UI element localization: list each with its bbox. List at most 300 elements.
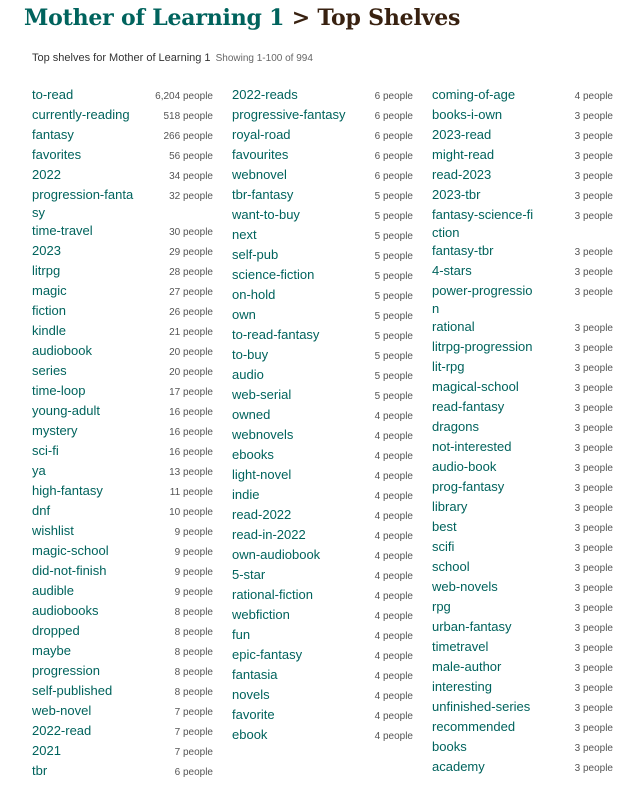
shelf-people-count: 3 people: [574, 403, 613, 414]
shelf-people-count: 5 people: [374, 251, 413, 262]
shelf-people-count: 3 people: [574, 111, 613, 122]
shelf-row: [32, 166, 213, 186]
shelf-link[interactable]: high-fantasy: [32, 483, 103, 498]
shelf-row: [32, 242, 213, 262]
shelf-people-count: 9 people: [174, 587, 213, 598]
shelf-people-count: 9 people: [174, 527, 213, 538]
shelf-people-count: 4 people: [374, 691, 413, 702]
shelf-link[interactable]: books-i-own: [432, 107, 503, 122]
shelf-link[interactable]: not-interested: [432, 439, 512, 454]
shelf-row: [432, 398, 613, 418]
shelf-people-count: 3 people: [574, 151, 613, 162]
shelf-row: [232, 446, 413, 466]
shelf-link[interactable]: 2022-read: [32, 723, 92, 738]
shelf-people-count: 16 people: [169, 407, 213, 418]
shelf-row: [232, 326, 413, 346]
shelf-people-count: 5 people: [374, 391, 413, 402]
shelf-row: [232, 466, 413, 486]
shelf-people-count: 5 people: [374, 351, 413, 362]
shelf-people-count: 6 people: [174, 767, 213, 778]
shelf-row: [32, 322, 213, 342]
shelf-row: [432, 518, 613, 538]
shelf-link[interactable]: to-buy: [232, 347, 269, 362]
shelf-row: [232, 506, 413, 526]
shelf-link[interactable]: best: [432, 519, 457, 534]
shelf-link[interactable]: 2023-tbr: [432, 187, 481, 202]
shelf-people-count: 34 people: [169, 171, 213, 182]
shelf-people-count: 9 people: [174, 547, 213, 558]
shelf-row: [232, 406, 413, 426]
shelf-people-count: 6 people: [374, 131, 413, 142]
shelf-people-count: 266 people: [163, 131, 213, 142]
shelf-row: [32, 402, 213, 422]
shelf-people-count: 28 people: [169, 267, 213, 278]
shelf-people-count: 8 people: [174, 647, 213, 658]
shelf-row: [32, 382, 213, 402]
shelf-people-count: 3 people: [574, 723, 613, 734]
shelf-link[interactable]: magic: [32, 283, 67, 298]
shelf-row: [432, 478, 613, 498]
shelf-row: [32, 462, 213, 482]
shelf-link[interactable]: coming-of-age: [432, 87, 516, 102]
shelf-people-count: 3 people: [574, 483, 613, 494]
shelf-link[interactable]: webfiction: [232, 607, 290, 622]
shelf-link[interactable]: dnf: [32, 503, 51, 518]
shelf-people-count: 8 people: [174, 667, 213, 678]
shelf-link[interactable]: fantasy: [32, 127, 74, 142]
shelf-link[interactable]: own: [232, 307, 256, 322]
shelf-people-count: 4 people: [374, 631, 413, 642]
shelf-link[interactable]: self-published: [32, 683, 113, 698]
showing-count: Showing 1-100 of 994: [215, 53, 313, 64]
shelf-row: [432, 418, 613, 438]
shelf-row: [232, 106, 413, 126]
shelf-link[interactable]: library: [432, 499, 468, 514]
shelf-people-count: 4 people: [374, 551, 413, 562]
shelf-link[interactable]: webnovels: [232, 427, 294, 442]
shelf-link[interactable]: ebook: [232, 727, 268, 742]
shelf-link[interactable]: progression: [32, 663, 100, 678]
shelf-row: [432, 126, 613, 146]
shelf-row: [232, 266, 413, 286]
shelf-people-count: 10 people: [169, 507, 213, 518]
shelf-people-count: 3 people: [574, 267, 613, 278]
shelf-row: [432, 538, 613, 558]
shelf-link[interactable]: own-audiobook: [232, 547, 321, 562]
shelf-link[interactable]: time-travel: [32, 223, 93, 238]
shelf-row: [32, 762, 213, 782]
shelf-link[interactable]: audiobooks: [32, 603, 99, 618]
shelf-row: [432, 438, 613, 458]
shelf-row: [32, 602, 213, 622]
shelf-row: [432, 738, 613, 758]
shelf-row: [32, 222, 213, 242]
shelf-row: [232, 626, 413, 646]
shelf-people-count: 3 people: [574, 643, 613, 654]
shelf-link[interactable]: fantasy-tbr: [432, 243, 494, 258]
shelf-column-2: [232, 86, 413, 746]
shelf-row: [432, 378, 613, 398]
shelf-row: [232, 86, 413, 106]
shelf-link[interactable]: scifi: [432, 539, 455, 554]
shelf-row: [232, 526, 413, 546]
shelf-people-count: 11 people: [169, 487, 213, 498]
shelf-people-count: 4 people: [374, 671, 413, 682]
shelf-link[interactable]: kindle: [32, 323, 66, 338]
shelf-link[interactable]: wishlist: [32, 523, 74, 538]
shelf-people-count: 20 people: [169, 367, 213, 378]
book-title-link[interactable]: Mother of Learning 1: [24, 5, 285, 31]
shelf-people-count: 3 people: [574, 583, 613, 594]
shelf-link[interactable]: maybe: [32, 643, 72, 658]
shelf-link[interactable]: rpg: [432, 599, 451, 614]
shelf-people-count: 8 people: [174, 627, 213, 638]
shelf-people-count: 4 people: [374, 651, 413, 662]
shelf-link[interactable]: recommended: [432, 719, 516, 734]
shelf-row: [32, 146, 213, 166]
shelf-link[interactable]: next: [232, 227, 257, 242]
shelf-people-count: 3 people: [574, 323, 613, 334]
shelf-link[interactable]: progressive-fantasy: [232, 107, 346, 122]
shelf-people-count: 4 people: [374, 611, 413, 622]
shelf-link[interactable]: prog-fantasy: [432, 479, 505, 494]
shelf-row: [32, 262, 213, 282]
shelf-link[interactable]: 2023-read: [432, 127, 492, 142]
shelf-link[interactable]: dragons: [432, 419, 479, 434]
shelf-people-count: 7 people: [174, 747, 213, 758]
shelf-people-count: 3 people: [574, 191, 613, 202]
shelf-link[interactable]: time-loop: [32, 383, 86, 398]
shelf-people-count: 3 people: [574, 623, 613, 634]
shelf-link[interactable]: 5-star: [232, 567, 266, 582]
shelf-link[interactable]: audio: [232, 367, 264, 382]
shelf-people-count: 4 people: [374, 571, 413, 582]
shelf-link[interactable]: rational-fiction: [232, 587, 313, 602]
shelf-people-count: 4 people: [374, 431, 413, 442]
shelf-link[interactable]: might-read: [432, 147, 495, 162]
shelf-row: [32, 442, 213, 462]
shelf-people-count: 5 people: [374, 271, 413, 282]
shelf-link[interactable]: currently-reading: [32, 107, 130, 122]
shelf-link[interactable]: timetravel: [432, 639, 489, 654]
shelf-people-count: 4 people: [374, 471, 413, 482]
shelf-link[interactable]: academy: [432, 759, 485, 774]
shelf-row: [32, 522, 213, 542]
shelf-row: [32, 502, 213, 522]
shelf-people-count: 16 people: [169, 427, 213, 438]
shelf-link[interactable]: light-novel: [232, 467, 292, 482]
shelf-link[interactable]: interesting: [432, 679, 492, 694]
shelf-people-count: 3 people: [574, 131, 613, 142]
shelf-people-count: 3 people: [574, 343, 613, 354]
shelf-row: [32, 582, 213, 602]
shelf-row: [32, 702, 213, 722]
shelf-people-count: 5 people: [374, 231, 413, 242]
shelf-row: [232, 586, 413, 606]
shelf-people-count: 9 people: [174, 567, 213, 578]
shelf-row: [232, 226, 413, 246]
shelf-row: [432, 358, 613, 378]
shelf-link[interactable]: progression-fantasy: [32, 187, 134, 220]
shelf-row: [432, 758, 613, 778]
shelf-people-count: 3 people: [574, 363, 613, 374]
shelf-link[interactable]: magical-school: [432, 379, 519, 394]
shelf-column-1: [32, 86, 213, 782]
shelf-row: [32, 342, 213, 362]
shelf-link[interactable]: self-pub: [232, 247, 279, 262]
shelf-link[interactable]: web-serial: [232, 387, 292, 402]
shelf-link[interactable]: tbr: [32, 763, 48, 778]
shelf-row: [232, 126, 413, 146]
shelf-row: [232, 146, 413, 166]
shelf-row: [432, 558, 613, 578]
shelf-link[interactable]: favourites: [232, 147, 289, 162]
shelf-link[interactable]: 2023: [32, 243, 61, 258]
shelf-people-count: 4 people: [374, 531, 413, 542]
shelf-link[interactable]: young-adult: [32, 403, 100, 418]
shelf-row: [232, 386, 413, 406]
shelf-link[interactable]: read-fantasy: [432, 399, 505, 414]
shelf-people-count: 4 people: [374, 731, 413, 742]
shelf-people-count: 6 people: [374, 91, 413, 102]
shelf-link[interactable]: mystery: [32, 423, 78, 438]
shelf-link[interactable]: audiobook: [32, 343, 92, 358]
shelf-row: [32, 186, 213, 222]
shelf-people-count: 4 people: [374, 451, 413, 462]
shelf-row: [232, 286, 413, 306]
shelf-people-count: 4 people: [374, 511, 413, 522]
shelf-people-count: 4 people: [374, 591, 413, 602]
shelf-link[interactable]: royal-road: [232, 127, 291, 142]
shelf-link[interactable]: novels: [232, 687, 270, 702]
shelf-link[interactable]: indie: [232, 487, 260, 502]
shelf-link[interactable]: owned: [232, 407, 271, 422]
shelf-link[interactable]: male-author: [432, 659, 502, 674]
shelf-row: [432, 338, 613, 358]
shelf-people-count: 6 people: [374, 111, 413, 122]
shelf-row: [32, 742, 213, 762]
shelf-people-count: 3 people: [574, 563, 613, 574]
shelf-people-count: 3 people: [574, 383, 613, 394]
shelf-people-count: 3 people: [574, 543, 613, 554]
shelf-row: [232, 666, 413, 686]
shelf-link[interactable]: audible: [32, 583, 74, 598]
shelf-row: [432, 242, 613, 262]
shelf-row: [232, 726, 413, 746]
page-title: [24, 5, 460, 31]
shelf-people-count: 3 people: [574, 743, 613, 754]
shelves-subheading: [32, 52, 313, 64]
shelf-link[interactable]: favorite: [232, 707, 275, 722]
shelf-people-count: 27 people: [169, 287, 213, 298]
shelf-people-count: 5 people: [374, 291, 413, 302]
shelf-people-count: 3 people: [574, 423, 613, 434]
shelf-row: [432, 282, 613, 318]
section-title: Top Shelves: [317, 5, 461, 31]
shelf-row: [232, 186, 413, 206]
shelf-row: [232, 566, 413, 586]
shelf-link[interactable]: fantasy-science-fiction: [432, 207, 534, 240]
shelf-row: [32, 662, 213, 682]
shelf-link[interactable]: litrpg-progression: [432, 339, 533, 354]
shelf-row: [232, 606, 413, 626]
shelf-people-count: 26 people: [169, 307, 213, 318]
shelf-link[interactable]: sci-fi: [32, 443, 59, 458]
shelf-people-count: 4 people: [374, 491, 413, 502]
shelf-link[interactable]: power-progression: [432, 283, 533, 316]
shelf-link[interactable]: audio-book: [432, 459, 497, 474]
shelf-people-count: 6 people: [374, 171, 413, 182]
shelf-row: [32, 542, 213, 562]
shelf-link[interactable]: 2022-reads: [232, 87, 298, 102]
shelf-people-count: 32 people: [169, 191, 213, 202]
shelf-people-count: 5 people: [374, 331, 413, 342]
shelf-link[interactable]: school: [432, 559, 470, 574]
shelf-link[interactable]: dropped: [32, 623, 80, 638]
shelf-people-count: 3 people: [574, 703, 613, 714]
shelf-row: [232, 646, 413, 666]
shelf-people-count: 3 people: [574, 211, 613, 222]
shelf-row: [32, 622, 213, 642]
shelf-people-count: 8 people: [174, 687, 213, 698]
shelf-link[interactable]: read-2022: [232, 507, 292, 522]
shelf-people-count: 13 people: [169, 467, 213, 478]
shelf-link[interactable]: web-novel: [32, 703, 92, 718]
shelf-people-count: 7 people: [174, 727, 213, 738]
shelf-link[interactable]: epic-fantasy: [232, 647, 303, 662]
shelf-people-count: 16 people: [169, 447, 213, 458]
shelf-people-count: 6,204 people: [155, 91, 213, 102]
shelf-people-count: 20 people: [169, 347, 213, 358]
shelf-link[interactable]: magic-school: [32, 543, 109, 558]
shelf-people-count: 5 people: [374, 371, 413, 382]
shelf-row: [432, 698, 613, 718]
shelf-row: [232, 306, 413, 326]
shelf-row: [232, 686, 413, 706]
shelf-people-count: 21 people: [169, 327, 213, 338]
shelf-link[interactable]: fantasia: [232, 667, 278, 682]
shelf-row: [432, 578, 613, 598]
shelf-row: [232, 166, 413, 186]
shelf-people-count: 6 people: [374, 151, 413, 162]
shelf-row: [432, 206, 613, 242]
shelf-people-count: 17 people: [169, 387, 213, 398]
shelf-people-count: 518 people: [163, 111, 213, 122]
shelf-row: [32, 722, 213, 742]
shelf-link[interactable]: to-read-fantasy: [232, 327, 320, 342]
shelf-link[interactable]: series: [32, 363, 67, 378]
shelf-row: [432, 262, 613, 282]
shelf-row: [232, 546, 413, 566]
shelf-row: [432, 166, 613, 186]
shelf-people-count: 4 people: [374, 411, 413, 422]
shelf-row: [432, 146, 613, 166]
shelf-link[interactable]: 2022: [32, 167, 61, 182]
shelf-row: [32, 362, 213, 382]
shelf-link[interactable]: to-read: [32, 87, 74, 102]
shelf-people-count: 29 people: [169, 247, 213, 258]
shelf-link[interactable]: unfinished-series: [432, 699, 531, 714]
shelf-row: [232, 346, 413, 366]
shelf-link[interactable]: web-novels: [432, 579, 498, 594]
shelf-people-count: 4 people: [374, 711, 413, 722]
shelf-people-count: 7 people: [174, 707, 213, 718]
shelf-link[interactable]: litrpg: [32, 263, 61, 278]
shelf-link[interactable]: ebooks: [232, 447, 274, 462]
shelf-row: [432, 186, 613, 206]
shelf-link[interactable]: favorites: [32, 147, 82, 162]
shelf-row: [32, 682, 213, 702]
shelf-link[interactable]: ya: [32, 463, 46, 478]
shelf-row: [432, 498, 613, 518]
subheading-label: Top shelves for Mother of Learning 1: [32, 52, 211, 64]
shelf-row: [232, 426, 413, 446]
shelf-people-count: 5 people: [374, 311, 413, 322]
shelf-row: [432, 678, 613, 698]
shelf-link[interactable]: rational: [432, 319, 475, 334]
shelf-people-count: 3 people: [574, 503, 613, 514]
shelf-row: [432, 638, 613, 658]
shelf-row: [432, 618, 613, 638]
shelf-people-count: 3 people: [574, 247, 613, 258]
shelf-row: [432, 658, 613, 678]
shelf-row: [432, 86, 613, 106]
shelf-people-count: 8 people: [174, 607, 213, 618]
shelf-column-3: [432, 86, 613, 778]
shelf-people-count: 3 people: [574, 463, 613, 474]
shelf-link[interactable]: on-hold: [232, 287, 276, 302]
shelf-row: [32, 482, 213, 502]
shelf-people-count: 4 people: [574, 91, 613, 102]
shelf-link[interactable]: 2021: [32, 743, 61, 758]
shelf-link[interactable]: urban-fantasy: [432, 619, 512, 634]
shelf-link[interactable]: tbr-fantasy: [232, 187, 294, 202]
shelf-link[interactable]: 4-stars: [432, 263, 472, 278]
shelf-row: [232, 486, 413, 506]
shelf-people-count: 5 people: [374, 211, 413, 222]
shelf-link[interactable]: read-2023: [432, 167, 492, 182]
shelf-people-count: 3 people: [574, 523, 613, 534]
shelf-row: [32, 642, 213, 662]
shelf-row: [32, 302, 213, 322]
shelf-link[interactable]: fun: [232, 627, 251, 642]
shelf-people-count: 3 people: [574, 287, 613, 298]
shelf-row: [232, 206, 413, 226]
shelf-row: [432, 106, 613, 126]
shelf-link[interactable]: books: [432, 739, 467, 754]
shelf-row: [32, 562, 213, 582]
shelf-link[interactable]: fiction: [32, 303, 66, 318]
shelf-link[interactable]: science-fiction: [232, 267, 315, 282]
shelf-people-count: 3 people: [574, 663, 613, 674]
shelf-link[interactable]: lit-rpg: [432, 359, 465, 374]
shelf-link[interactable]: want-to-buy: [232, 207, 300, 222]
shelf-link[interactable]: did-not-finish: [32, 563, 107, 578]
shelf-people-count: 3 people: [574, 683, 613, 694]
shelf-people-count: 3 people: [574, 763, 613, 774]
shelf-link[interactable]: webnovel: [232, 167, 287, 182]
shelf-link[interactable]: read-in-2022: [232, 527, 306, 542]
shelf-row: [432, 598, 613, 618]
shelf-row: [232, 706, 413, 726]
shelf-row: [432, 458, 613, 478]
shelf-people-count: 3 people: [574, 171, 613, 182]
shelf-people-count: 56 people: [169, 151, 213, 162]
shelf-people-count: 5 people: [374, 191, 413, 202]
breadcrumb-separator: >: [284, 5, 318, 31]
shelf-row: [432, 318, 613, 338]
shelf-people-count: 3 people: [574, 603, 613, 614]
